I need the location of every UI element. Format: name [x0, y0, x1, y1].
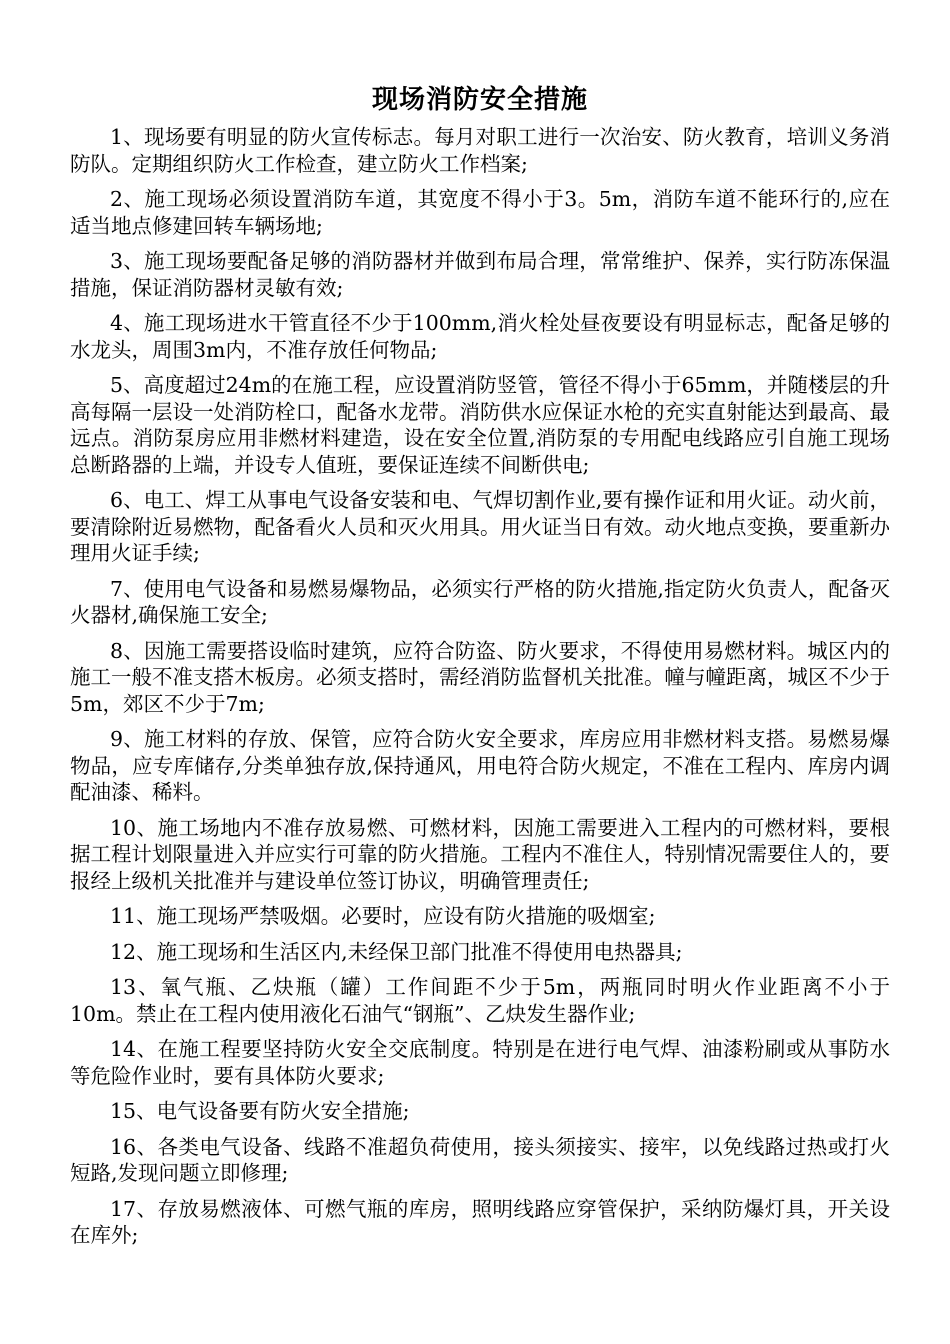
list-item-14: 14、在施工程要坚持防火安全交底制度。特别是在进行电气焊、油漆粉刷或从事防水等危险作业时，要有具体防火要求;	[70, 1037, 890, 1088]
list-item-10: 10、施工场地内不准存放易燃、可燃材料，因施工需要进入工程内的可燃材料，要根据工程计划限量进入并应实行可靠的防火措施。工程内不准住人，特别情况需要住人的，要报经上级机关批准并与建设单位签订协议，明确管理责任;	[70, 815, 890, 893]
list-item-3: 3、施工现场要配备足够的消防器材并做到布局合理，常常维护、保养，实行防冻保温措施，保证消防器材灵敏有效;	[70, 249, 890, 300]
list-item-11: 11、施工现场严禁吸烟。必要时，应设有防火措施的吸烟室;	[110, 904, 656, 928]
list-item-12: 12、施工现场和生活区内,未经保卫部门批准不得使用电热器具;	[110, 939, 683, 964]
page-title: 现场消防安全措施	[371, 85, 588, 115]
list-item-9: 9、施工材料的存放、保管，应符合防火安全要求，库房应用非燃材料支搭。易燃易爆物品，应专库储存,分类单独存放,保持通风，用电符合防火规定，不准在工程内、库房内调配油漆、稀料。	[70, 727, 890, 804]
list-item-17: 17、存放易燃液体、可燃气瓶的库房，照明线路应穿管保护，采纳防爆灯具，开关设在库外;	[70, 1196, 890, 1247]
list-item-7: 7、使用电气设备和易燃易爆物品，必须实行严格的防火措施,指定防火负责人，配备灭火器材,确保施工安全;	[70, 576, 890, 627]
list-item-6: 6、电工、焊工从事电气设备安装和电、气焊切割作业,要有操作证和用火证。动火前，要清除附近易燃物，配备看火人员和灭火用具。用火证当日有效。动火地点变换，要重新办理用火证手续;	[70, 488, 890, 565]
list-item-16: 16、各类电气设备、线路不准超负荷使用，接头须接实、接牢，以免线路过热或打火短路,发现问题立即修理;	[70, 1134, 890, 1185]
list-item-5: 5、高度超过24m的在施工程，应设置消防竖管，管径不得小于65mm，并随楼层的升高每隔一层设一处消防栓口，配备水龙带。消防供水应保证水枪的充实直射能达到最高、最远点。消防泵房应用非燃材料建造，设在安全位置,消防泵的专用配电线路应引自施工现场总断路器的上端，并设专人值班，要保证连续不间断供电;	[70, 373, 890, 477]
list-item-13: 13、氧气瓶、乙炔瓶（罐）工作间距不少于5m，两瓶同时明火作业距离不小于10m。禁止在工程内使用液化石油气“钢瓶”、乙炔发生器作业;	[70, 975, 890, 1026]
list-item-2: 2、施工现场必须设置消防车道，其宽度不得小于3。5m，消防车道不能环行的,应在适当地点修建回转车辆场地;	[70, 187, 890, 238]
list-item-4: 4、施工现场进水干管直径不少于100mm,消火栓处昼夜要设有明显标志，配备足够的水龙头，周围3m内，不准存放任何物品;	[70, 311, 890, 362]
list-item-15: 15、电气设备要有防火安全措施;	[110, 1099, 410, 1123]
list-item-8: 8、因施工需要搭设临时建筑，应符合防盗、防火要求，不得使用易燃材料。城区内的施工一般不准支搭木板房。必须支搭时，需经消防监督机关批准。幢与幢距离，城区不少于5m，郊区不少于7m;	[70, 638, 890, 716]
list-item-1: 1、现场要有明显的防火宣传标志。每月对职工进行一次治安、防火教育，培训义务消防队。定期组织防火工作检查，建立防火工作档案;	[70, 125, 890, 176]
